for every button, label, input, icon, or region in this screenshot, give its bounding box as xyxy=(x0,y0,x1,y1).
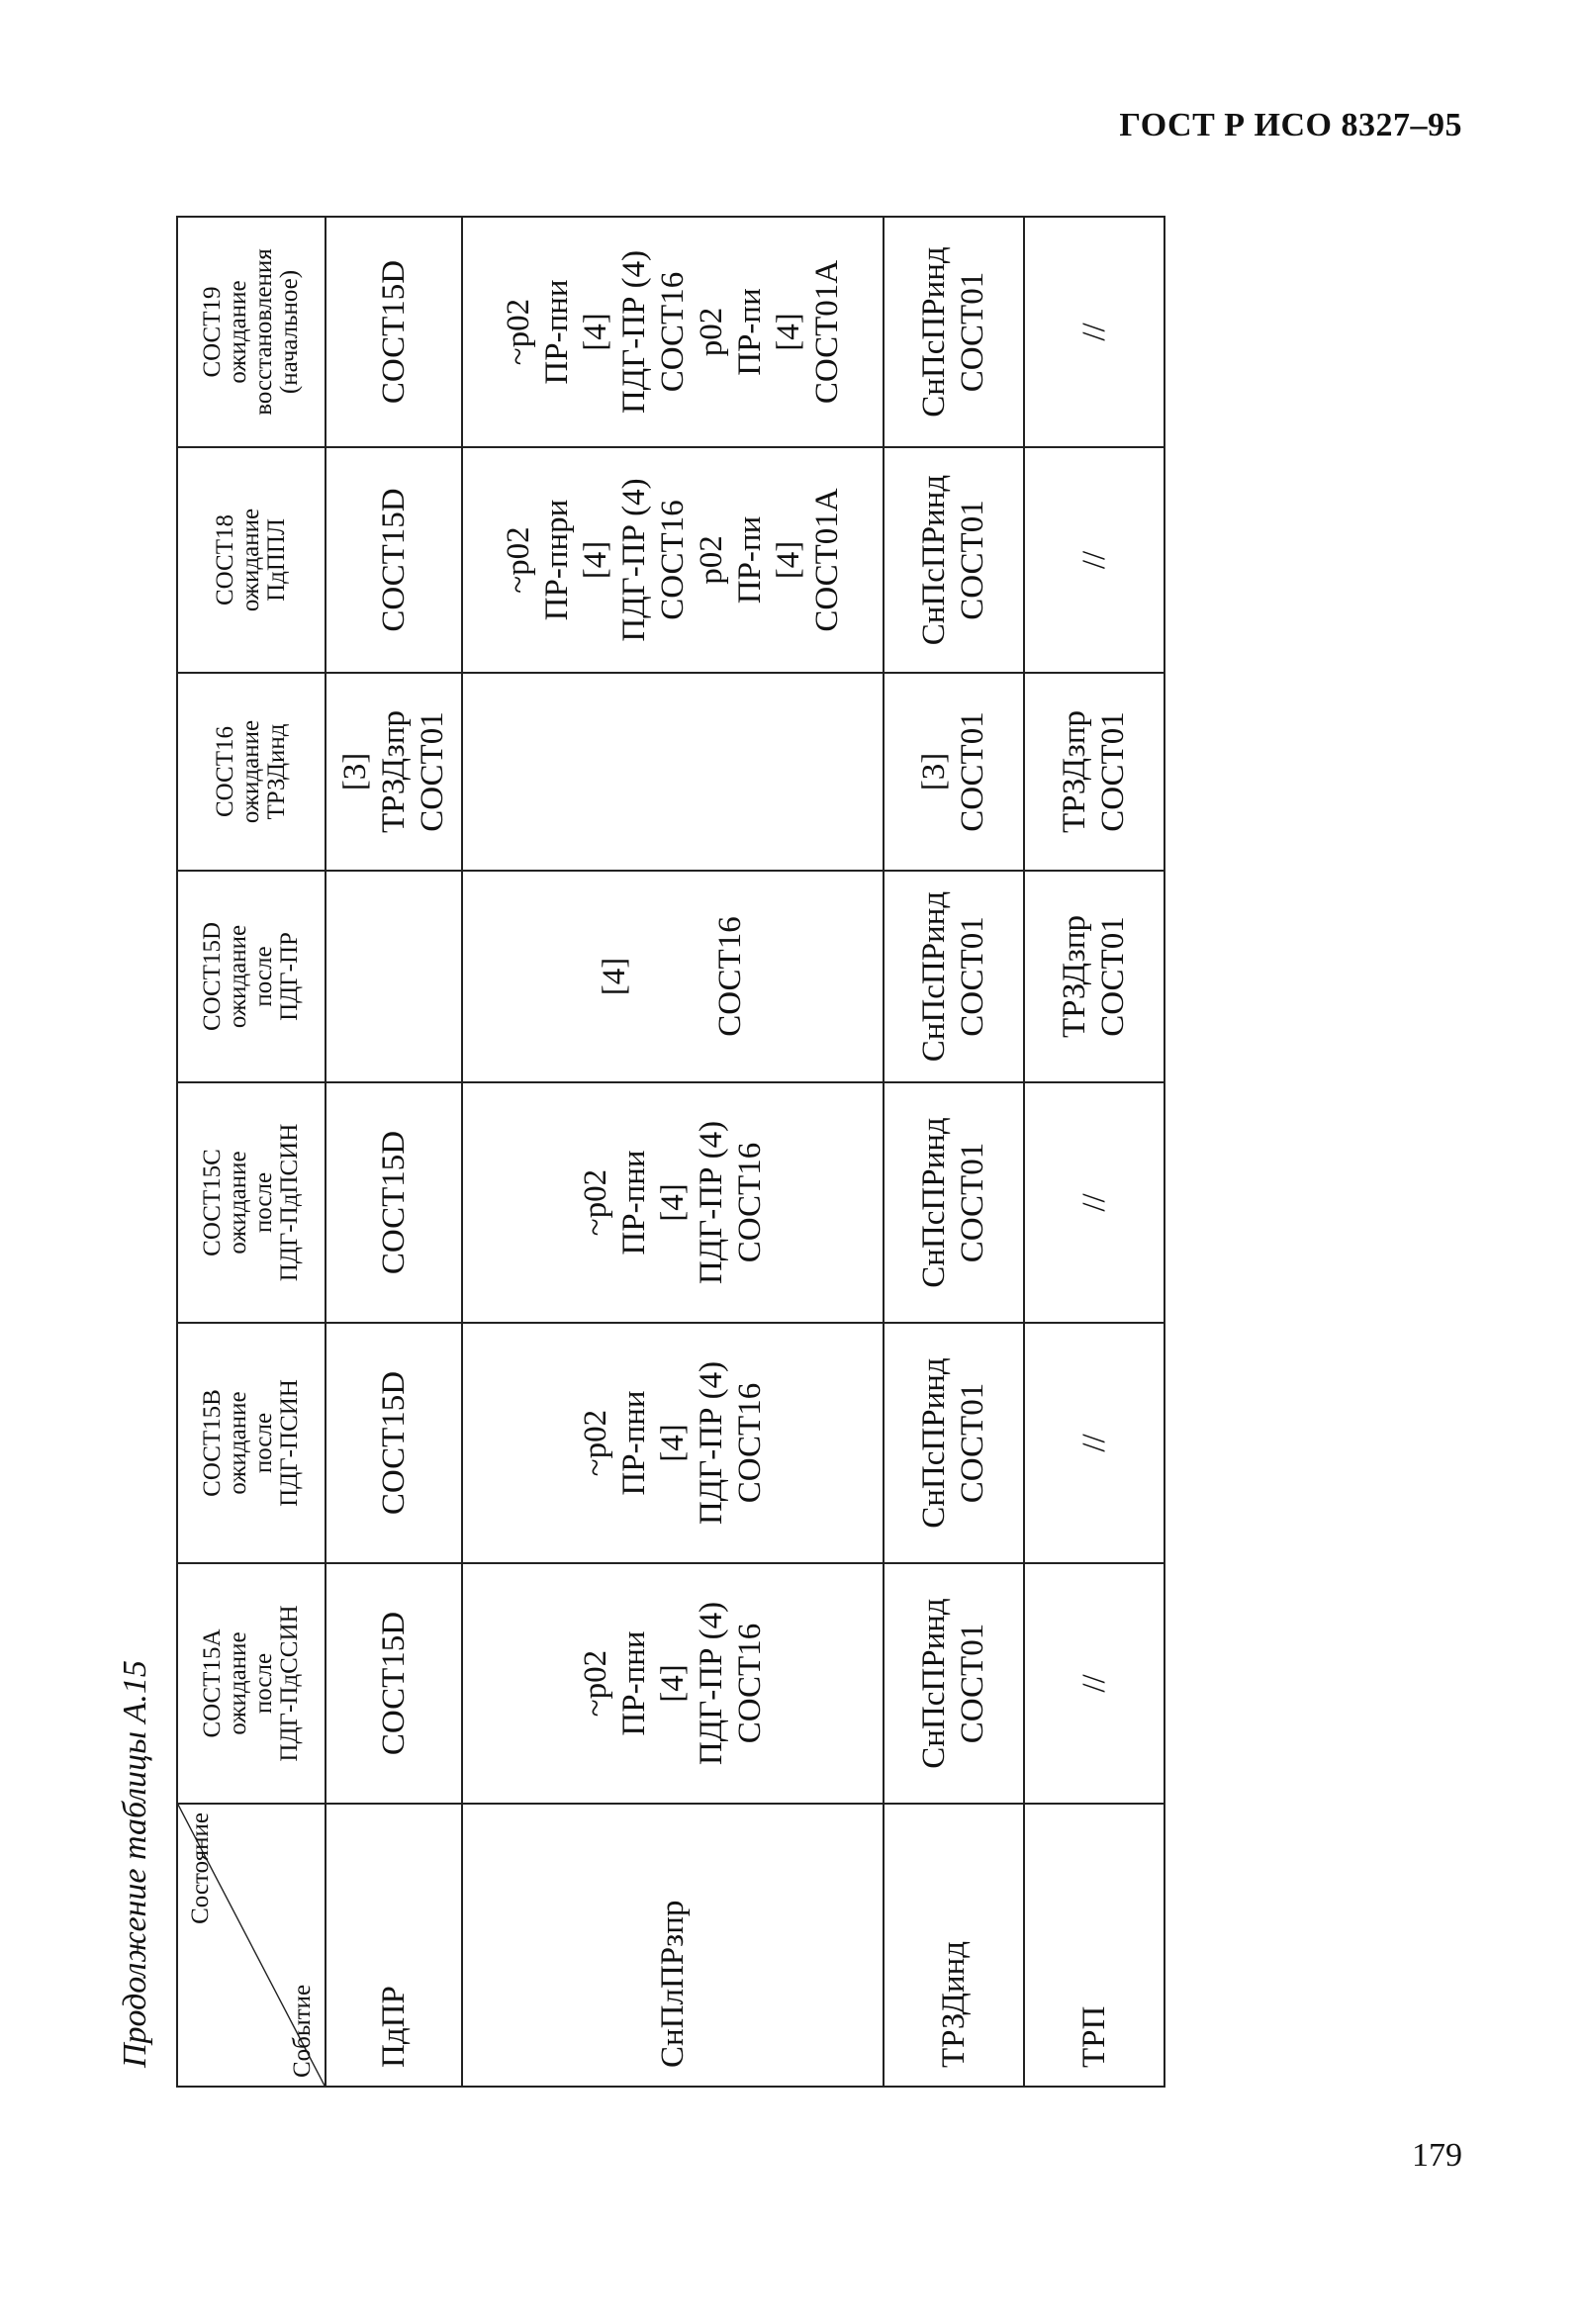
cell-line: ПР-пи xyxy=(731,288,768,376)
cell-line: СнПсПРинд xyxy=(916,1117,953,1288)
document-header: ГОСТ Р ИСО 8327–95 xyxy=(1119,107,1462,143)
cell-line: ПдППЛ xyxy=(263,518,291,602)
cell-line: // xyxy=(1075,550,1112,570)
cell-line: ПДГ-ПР (4) xyxy=(615,478,652,642)
table-cell xyxy=(326,217,462,447)
row-event-label: ТРЗДинд xyxy=(884,1804,1024,2087)
cell-line: после xyxy=(250,1171,277,1234)
cell-line: СОСТ01 xyxy=(955,711,991,832)
cell-line: ПДГ-ПР (4) xyxy=(693,1120,729,1285)
cell-line: СОСТ01А xyxy=(808,259,845,405)
cell-line: ПР-пни xyxy=(615,1390,652,1496)
cell-line: р02 xyxy=(693,535,729,585)
cell-line: СОСТ15D xyxy=(375,259,412,405)
cell-line: ожидание xyxy=(224,1151,251,1255)
table-cell xyxy=(1024,1082,1164,1323)
cell-line: после xyxy=(250,1652,277,1715)
table-row xyxy=(1024,217,1164,2087)
cell-line: ожидание xyxy=(224,924,251,1029)
cell-line: СнПсПРинд xyxy=(916,246,953,418)
corner-cell xyxy=(177,1804,326,2087)
table-cell xyxy=(326,1082,462,1323)
cell-line: СОСТ16 xyxy=(731,1142,768,1263)
cell-line: ~р02 xyxy=(577,1649,613,1718)
cell-line: СОСТ16 xyxy=(731,1623,768,1744)
cell-line: ожидание xyxy=(236,719,264,824)
cell-line: СОСТ01 xyxy=(414,711,450,832)
cell-line xyxy=(673,878,711,1075)
cell-line: после xyxy=(250,1412,277,1474)
rotated-table-wrapper xyxy=(176,218,1165,2088)
cell-line: // xyxy=(1075,323,1112,341)
table-cell xyxy=(326,673,462,871)
table-row xyxy=(326,217,462,2087)
cell-line: ~р02 xyxy=(501,526,537,594)
cell-line: ~р02 xyxy=(577,1409,613,1477)
table-cell xyxy=(1024,1323,1164,1563)
column-header xyxy=(177,871,326,1082)
cell-line: // xyxy=(1075,1193,1112,1212)
table-body xyxy=(326,217,1164,2087)
table-cell xyxy=(884,673,1024,871)
cell-line: [4] xyxy=(770,313,806,351)
row-event-label: СнПлПРзпр xyxy=(462,1804,884,2087)
table-cell xyxy=(462,217,884,447)
cell-line: СОСТ16 xyxy=(654,500,691,620)
table-cell xyxy=(884,1563,1024,1804)
cell-line: [4] xyxy=(770,540,806,580)
cell-line: [4] xyxy=(577,540,613,580)
table-cell xyxy=(1024,217,1164,447)
table-cell xyxy=(1024,1563,1164,1804)
cell-line: ПР-пи xyxy=(731,515,768,604)
cell-line: [4] xyxy=(597,957,633,996)
cell-line: после xyxy=(250,946,277,1007)
cell-line: восстановления xyxy=(250,248,277,416)
cell-line: СОСТ01А xyxy=(808,488,845,632)
cell-line: СОСТ16 xyxy=(211,726,238,817)
column-header xyxy=(177,1563,326,1804)
table-cell xyxy=(1024,871,1164,1082)
table-cell xyxy=(1024,447,1164,673)
table-cell xyxy=(884,217,1024,447)
cell-line: // xyxy=(1075,1434,1112,1452)
cell-line: ожидание xyxy=(224,1631,251,1735)
cell-line: ~р02 xyxy=(501,298,537,366)
cell-line: СОСТ01 xyxy=(1095,916,1132,1037)
cell-line: ПДГ-ПР (4) xyxy=(693,1360,729,1526)
cell-line: СОСТ16 xyxy=(712,916,749,1037)
column-header xyxy=(177,673,326,871)
header-row xyxy=(177,217,326,2087)
cell-line: ожидание xyxy=(236,508,264,612)
cell-line: ПР-пни xyxy=(615,1630,652,1736)
cell-line: СОСТ01 xyxy=(955,271,991,393)
cell-line: СОСТ15А xyxy=(198,1628,226,1738)
row-event-label: ПдПР xyxy=(326,1804,462,2087)
table-cell xyxy=(462,1082,884,1323)
table-cell xyxy=(884,1323,1024,1563)
cell-line: СОСТ15С xyxy=(198,1149,226,1256)
table-cell xyxy=(462,673,884,871)
column-header xyxy=(177,447,326,673)
table-cell xyxy=(326,1323,462,1563)
cell-line: СОСТ19 xyxy=(198,286,226,378)
row-event-label: ТРП xyxy=(1024,1804,1164,2087)
cell-line: СОСТ16 xyxy=(731,1382,768,1504)
cell-line: СОСТ15D xyxy=(375,1611,412,1756)
table-cell xyxy=(462,447,884,673)
cell-line: [4] xyxy=(654,1183,691,1222)
cell-line: СОСТ15D xyxy=(375,488,412,632)
corner-label-state: Состояние xyxy=(187,1813,214,1924)
cell-line: [3] xyxy=(916,752,953,791)
table-cell xyxy=(326,447,462,673)
cell-line: СнПсПРинд xyxy=(916,1357,953,1529)
table-cell xyxy=(462,1323,884,1563)
cell-line: // xyxy=(1075,1674,1112,1693)
cell-line: р02 xyxy=(693,307,729,357)
column-header xyxy=(177,1323,326,1563)
cell-line: ПДГ-ПР (4) xyxy=(693,1601,729,1766)
cell-line: СнПсПРинд xyxy=(916,474,953,646)
cell-line: ПР-пни xyxy=(615,1150,652,1255)
table-cell xyxy=(884,871,1024,1082)
cell-line: СОСТ15D xyxy=(375,1370,412,1516)
table-cell xyxy=(326,1563,462,1804)
cell-line: ПДГ-ПдССИН xyxy=(276,1605,304,1762)
cell-line: СОСТ15D xyxy=(198,921,226,1032)
cell-line: СнПсПРинд xyxy=(916,890,953,1063)
table-cell xyxy=(1024,673,1164,871)
cell-line: ПДГ-ПСИН xyxy=(276,1379,304,1507)
cell-line: СОСТ01 xyxy=(955,916,991,1037)
table-cell xyxy=(462,871,884,1082)
cell-line: (начальное) xyxy=(276,269,304,395)
table-row xyxy=(884,217,1024,2087)
cell-line: ожидание xyxy=(224,280,251,384)
cell-line: ТРЗДзпр xyxy=(1057,915,1093,1038)
table-row xyxy=(462,217,884,2087)
cell-line: ТРЗДинд xyxy=(263,723,291,820)
cell-line: ПР-пнри xyxy=(539,499,575,621)
cell-line: [4] xyxy=(654,1424,691,1462)
cell-line: СОСТ01 xyxy=(955,1382,991,1504)
cell-line: ТРЗДзпр xyxy=(1057,710,1093,833)
state-table xyxy=(176,216,1165,2088)
cell-line: [3] xyxy=(336,752,373,791)
table-caption: Продолжение таблицы А.15 xyxy=(117,1660,153,2068)
column-header xyxy=(177,217,326,447)
table-cell xyxy=(326,871,462,1082)
cell-line: СОСТ01 xyxy=(955,500,991,620)
cell-line xyxy=(634,878,673,1075)
cell-line: СОСТ15D xyxy=(375,1130,412,1275)
cell-line: ТРЗДзпр xyxy=(375,710,412,833)
cell-line: ПДГ-ПР xyxy=(276,932,304,1021)
cell-line: ПР-пни xyxy=(539,279,575,385)
cell-line: СОСТ18 xyxy=(211,514,238,605)
table-cell xyxy=(462,1563,884,1804)
cell-line: ПДГ-ПР (4) xyxy=(615,249,652,415)
cell-line: СОСТ15В xyxy=(198,1389,226,1497)
cell-line: ожидание xyxy=(224,1391,251,1495)
corner-label-event: Событие xyxy=(288,1984,316,2078)
cell-line: СнПсПРинд xyxy=(916,1598,953,1769)
table-cell xyxy=(884,1082,1024,1323)
cell-line: СОСТ01 xyxy=(955,1142,991,1263)
column-header xyxy=(177,1082,326,1323)
cell-line: СОСТ01 xyxy=(1095,711,1132,832)
cell-line: СОСТ01 xyxy=(955,1623,991,1744)
cell-line: СОСТ16 xyxy=(654,271,691,393)
page-number: 179 xyxy=(1412,2137,1462,2174)
cell-line: [4] xyxy=(654,1664,691,1703)
table-cell xyxy=(884,447,1024,673)
cell-line: ~р02 xyxy=(577,1168,613,1237)
cell-line: [4] xyxy=(577,313,613,351)
cell-line: ПДГ-ПдПСИН xyxy=(276,1123,304,1282)
